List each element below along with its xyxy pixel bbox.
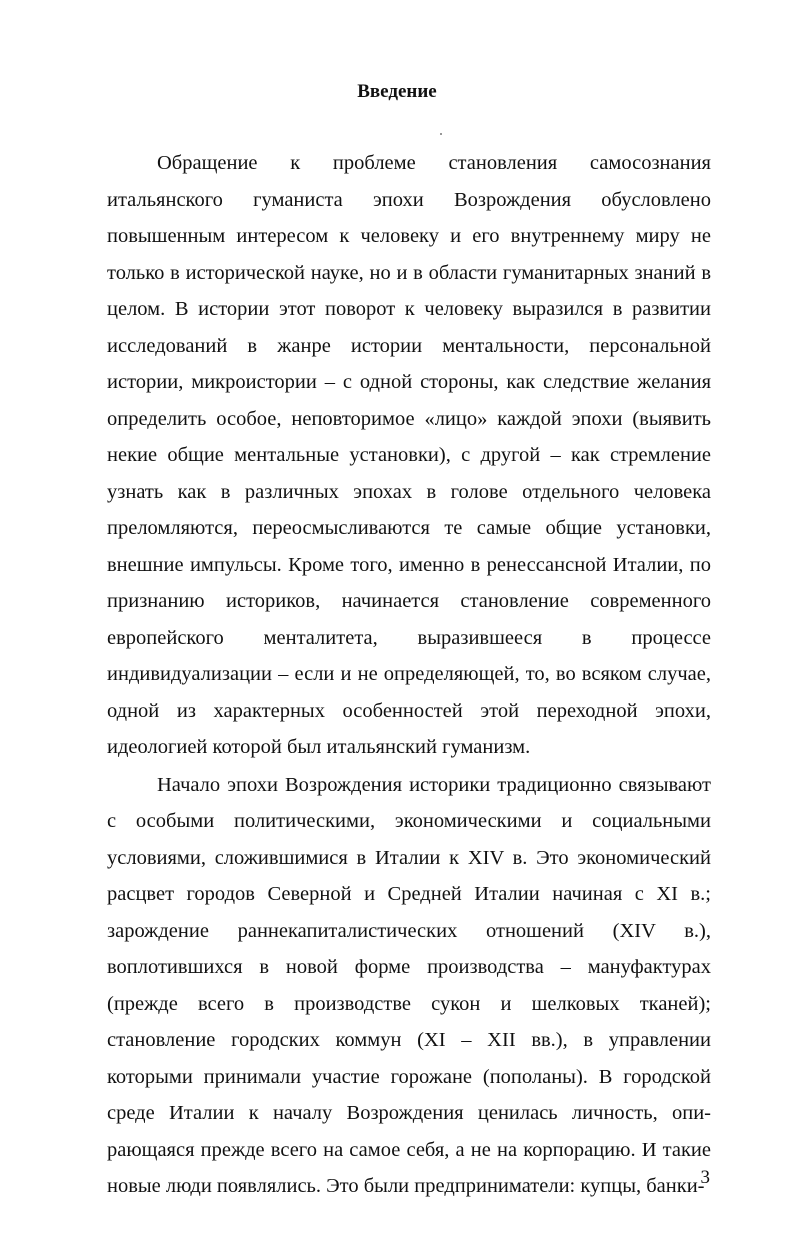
scan-speck [440,133,442,135]
page-number: 3 [700,1167,710,1188]
body-text [107,145,711,1205]
chapter-title: Введение [357,81,437,102]
paragraph-1: Обращение к проблеме становления самосознания итальянского гуманиста эпохи Возрождения обусловлено повышенным интересом к человеку и его внутреннему миру не только в исторической науке, но и в области гуманитарных знаний в целом. В истории этот поворот к человеку выразился в развитии исследований в жанре истории ментальности, персональной истории, микроистории – с одной стороны, как следствие желания определить особое, неповторимое «лицо» каждой эпохи (выявить некие общие ментальные установки), с другой – как стремление узнать как в различных эпохах в голове отдельного человека преломляются, переосмысливаются те самые общие установки, внешние импульсы. Кроме того, именно в ренессансной Италии, по признанию историков, начинается становление современного европейского менталитета, выразившееся в процессе индивидуализации – если и не определяющей, то, во всяком случае, одной из характерных особенностей этой переходной эпохи, идеологией которой был итальянский гуманизм. [107,152,711,758]
paragraph-2: Начало эпохи Возрождения историки традиционно связывают с особыми политическими, экономическими и социальными условиями, сложившимися в Италии к XIV в. Это экономический расцвет городов Северной и Средней Италии начиная с XI в.; зарождение раннекапиталистических отношений (XIV в.), воплотившихся в новой форме производства – мануфактурах (прежде всего в производстве сукон и шелковых тканей); становление городских коммун (XI – XII вв.), в управлении которыми принимали участие горожане (пополаны). В городской среде Италии к началу Возрождения ценилась личность, опирающаяся прежде всего на самое себя, а не на корпорацию. И такие новые люди появлялись. Это были предприниматели: купцы, банки- [107,773,711,1197]
